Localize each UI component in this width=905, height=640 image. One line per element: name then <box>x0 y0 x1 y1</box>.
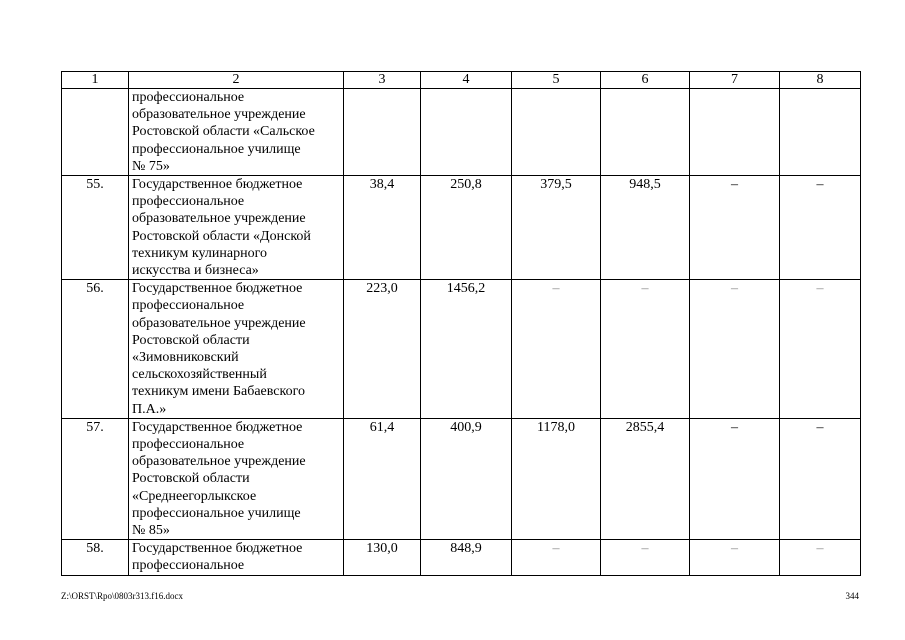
value-cell-col-3: 38,4 <box>344 176 421 280</box>
value-cell-col-5: 379,5 <box>512 176 601 280</box>
institution-name-cell <box>129 89 344 176</box>
institution-name-cell <box>129 280 344 419</box>
value-cell-col-8: – <box>780 540 861 575</box>
institution-name-cell <box>129 418 344 539</box>
column-header-1: 1 <box>62 72 129 89</box>
institution-name-cell <box>129 176 344 280</box>
row-number <box>62 89 129 176</box>
value-cell-col-7 <box>690 89 780 176</box>
footer-file-path: Z:\ORST\Rpo\0803r313.f16.docx <box>61 591 183 601</box>
institution-name-line: Государственное бюджетное <box>132 281 303 297</box>
column-header-8: 8 <box>780 72 861 89</box>
institution-name-line: Ростовской области «Сальское <box>132 124 315 140</box>
institution-name-cell <box>129 540 344 575</box>
table-header-row <box>62 72 861 89</box>
institution-name-line: Государственное бюджетное <box>132 419 303 435</box>
value-cell-col-5: – <box>512 540 601 575</box>
institution-name-line: Ростовской области «Донской <box>132 228 311 244</box>
institution-name-line: № 85» <box>132 523 170 539</box>
institution-name-line: профессиональное <box>132 298 245 314</box>
value-cell-col-7: – <box>690 540 780 575</box>
column-header-3: 3 <box>344 72 421 89</box>
institution-name-line: № 75» <box>132 158 170 174</box>
value-cell-col-8: – <box>780 418 861 539</box>
institution-name-line: «Зимовниковский <box>132 350 239 366</box>
budget-table <box>61 71 861 576</box>
institution-name-line: образовательное учреждение <box>132 454 306 470</box>
value-cell-col-6: – <box>601 280 690 419</box>
table-row <box>62 176 861 280</box>
value-cell-col-3 <box>344 89 421 176</box>
row-number: 58. <box>62 540 129 575</box>
value-cell-col-5: 1178,0 <box>512 418 601 539</box>
institution-name-line: Ростовской области <box>132 471 250 487</box>
footer-page-number: 344 <box>845 591 859 601</box>
institution-name-line: Государственное бюджетное <box>132 541 303 557</box>
table-row <box>62 418 861 539</box>
value-cell-col-4: 250,8 <box>421 176 512 280</box>
table-body <box>62 72 861 576</box>
institution-name-line: образовательное учреждение <box>132 211 306 227</box>
row-number: 56. <box>62 280 129 419</box>
value-cell-col-8 <box>780 89 861 176</box>
institution-name-line: профессиональное <box>132 558 245 574</box>
column-header-2: 2 <box>129 72 344 89</box>
value-cell-col-6: 2855,4 <box>601 418 690 539</box>
value-cell-col-4: 848,9 <box>421 540 512 575</box>
institution-name-line: профессиональное <box>132 90 245 105</box>
table-row <box>62 540 861 575</box>
institution-name-line: образовательное учреждение <box>132 107 306 123</box>
table-row <box>62 280 861 419</box>
value-cell-col-7: – <box>690 280 780 419</box>
value-cell-col-7: – <box>690 418 780 539</box>
value-cell-col-4: 400,9 <box>421 418 512 539</box>
column-header-7: 7 <box>690 72 780 89</box>
value-cell-col-5: – <box>512 280 601 419</box>
institution-name-line: Государственное бюджетное <box>132 177 303 193</box>
institution-name-line: П.А.» <box>132 401 167 417</box>
value-cell-col-5 <box>512 89 601 176</box>
institution-name-line: сельскохозяйственный <box>132 367 267 383</box>
column-header-4: 4 <box>421 72 512 89</box>
value-cell-col-8: – <box>780 280 861 419</box>
value-cell-col-6: – <box>601 540 690 575</box>
column-header-6: 6 <box>601 72 690 89</box>
institution-name-line: Ростовской области <box>132 332 250 348</box>
value-cell-col-4: 1456,2 <box>421 280 512 419</box>
row-number: 55. <box>62 176 129 280</box>
row-number: 57. <box>62 418 129 539</box>
institution-name-line: техникум имени Бабаевского <box>132 384 305 400</box>
value-cell-col-7: – <box>690 176 780 280</box>
institution-name-line: техникум кулинарного <box>132 245 267 261</box>
institution-name-line: профессиональное <box>132 437 245 453</box>
table-row <box>62 89 861 176</box>
value-cell-col-6: 948,5 <box>601 176 690 280</box>
value-cell-col-8: – <box>780 176 861 280</box>
value-cell-col-3: 130,0 <box>344 540 421 575</box>
institution-name-line: профессиональное училище <box>132 141 301 157</box>
institution-name-line: образовательное учреждение <box>132 315 306 331</box>
institution-name-line: искусства и бизнеса» <box>132 263 259 279</box>
value-cell-col-3: 223,0 <box>344 280 421 419</box>
value-cell-col-3: 61,4 <box>344 418 421 539</box>
institution-name-line: профессиональное <box>132 194 245 210</box>
value-cell-col-6 <box>601 89 690 176</box>
institution-name-line: профессиональное училище <box>132 505 301 521</box>
column-header-5: 5 <box>512 72 601 89</box>
value-cell-col-4 <box>421 89 512 176</box>
institution-name-line: «Среднеегорлыкское <box>132 488 257 504</box>
